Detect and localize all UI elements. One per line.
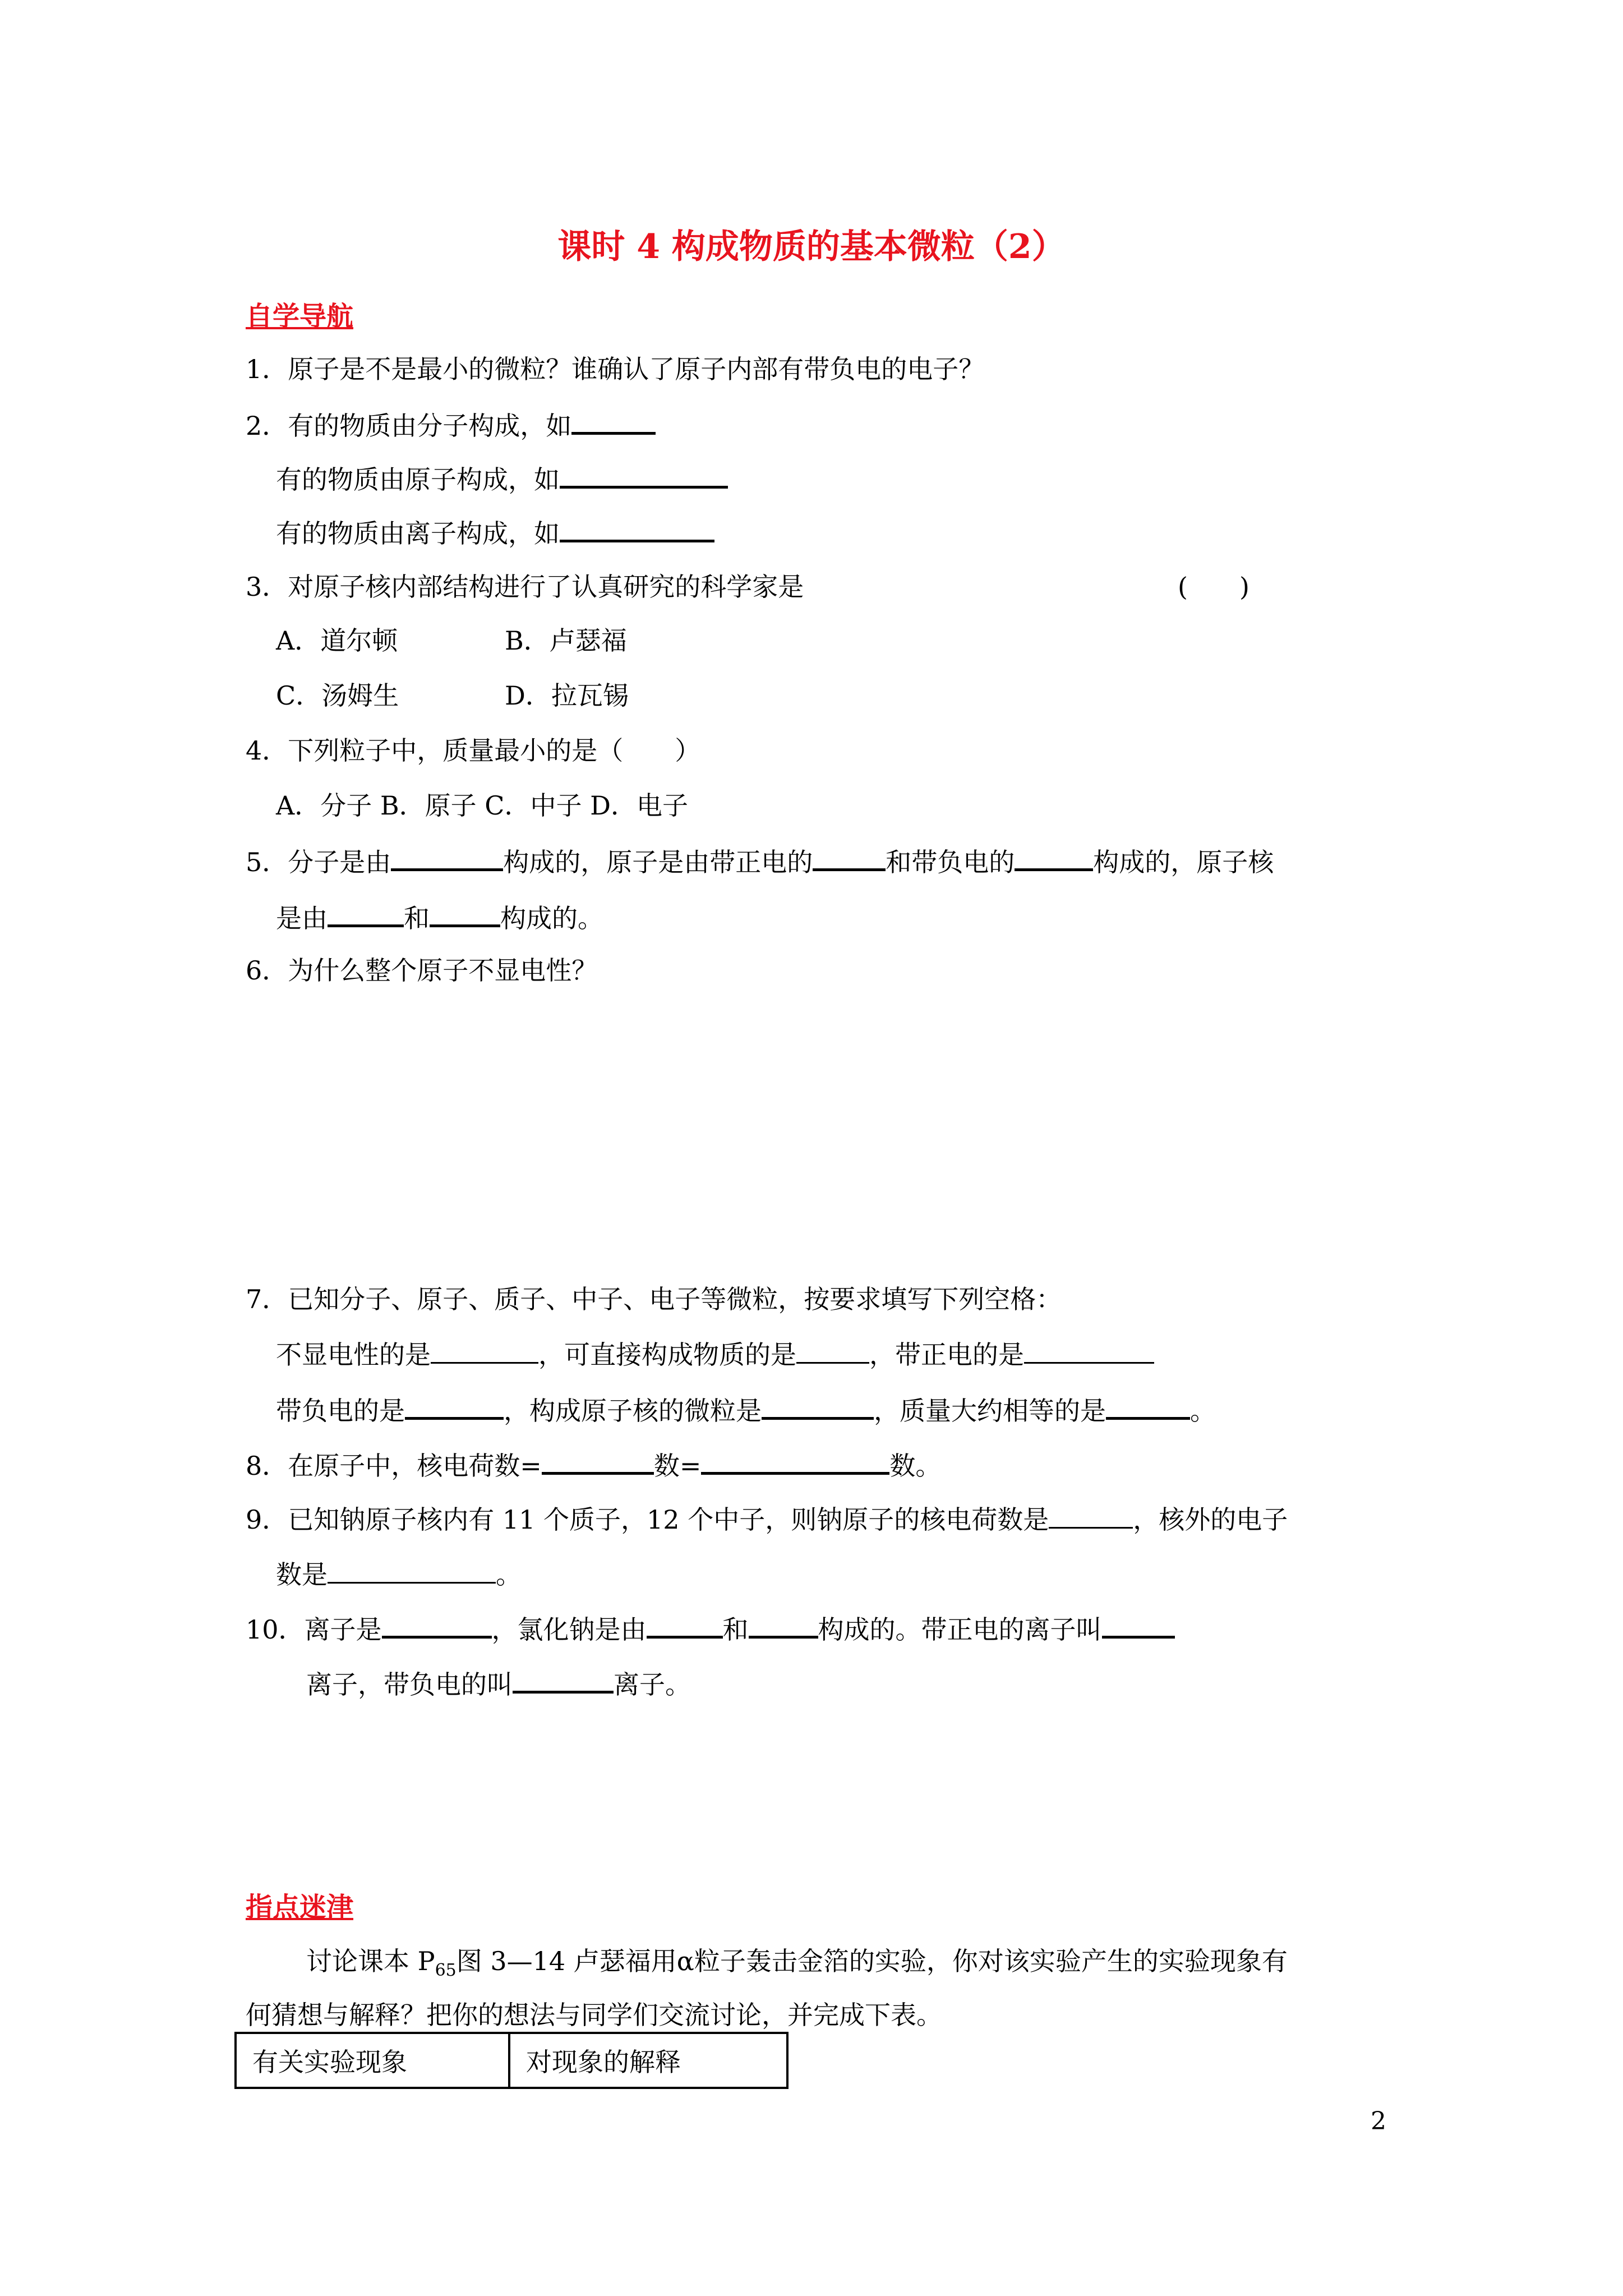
answer-blank[interactable]: [701, 1447, 889, 1475]
answer-blank[interactable]: [430, 900, 500, 927]
question-5-line-2: [276, 900, 603, 935]
question-text: 和带负电的: [886, 847, 1015, 877]
answer-blank[interactable]: [513, 1666, 614, 1694]
answer-blank[interactable]: [382, 1611, 492, 1639]
answer-blank[interactable]: [1015, 844, 1093, 871]
answer-blank[interactable]: [560, 461, 728, 489]
phenomena-table: [234, 2032, 789, 2089]
question-text: ，可直接构成物质的是: [538, 1340, 796, 1370]
discussion-line-2: 何猜想与解释？把你的想法与同学们交流讨论，并完成下表。: [246, 2000, 942, 2030]
question-5-line-1: [246, 844, 1274, 879]
question-text: 9．已知钠原子核内有 11 个质子，12 个中子，则钠原子的核电荷数是: [246, 1504, 1049, 1535]
answer-blank[interactable]: [328, 900, 404, 927]
question-7-line-1: [276, 1337, 1154, 1372]
section-label: 指点迷津: [246, 1892, 354, 1923]
question-text: 8．在原子中，核电荷数=: [246, 1451, 542, 1481]
option-d: D．拉瓦锡: [505, 680, 629, 711]
question-text: ，带正电的是: [869, 1340, 1024, 1370]
question-text: 。: [496, 1559, 522, 1590]
page-number: 2: [1371, 2107, 1386, 2136]
table-header-explanation: 对现象的解释: [509, 2033, 787, 2088]
question-text: 数。: [889, 1451, 942, 1481]
question-text: 。: [1190, 1396, 1216, 1426]
question-text: 是由: [276, 903, 328, 933]
section-heading-tips: [246, 1890, 353, 1924]
section-heading-self-study: [246, 300, 353, 333]
question-4-options: A．分子 B．原子 C．中子 D．电子: [276, 790, 688, 821]
question-text: 数是: [276, 1559, 328, 1590]
answer-blank[interactable]: [1049, 1502, 1133, 1529]
option-b: B．卢瑟福: [505, 625, 627, 656]
question-7-intro: 7．已知分子、原子、质子、中子、电子等微粒，按要求填写下列空格：: [246, 1284, 1062, 1314]
section-label: 自学导航: [246, 301, 354, 332]
question-9-line-2: [276, 1557, 522, 1591]
table-header-phenomena: 有关实验现象: [236, 2033, 509, 2088]
question-text: 2．有的物质由分子构成，如: [246, 411, 572, 441]
question-text: 和: [404, 903, 430, 933]
question-text: ，构成原子核的微粒是: [504, 1396, 762, 1426]
question-text: 不显电性的是: [276, 1340, 431, 1370]
answer-blank[interactable]: [647, 1611, 723, 1639]
discussion-line-1: [306, 1944, 1288, 1987]
question-text: ，氯化钠是由: [491, 1614, 647, 1645]
question-text: 离子，带负电的叫: [306, 1669, 513, 1700]
answer-blank[interactable]: [391, 844, 503, 871]
answer-blank[interactable]: [405, 1392, 504, 1420]
answer-blank[interactable]: [762, 1392, 874, 1420]
question-4: 4．下列粒子中，质量最小的是（ ）: [246, 735, 701, 766]
question-text: 构成的。带正电的离子叫: [818, 1614, 1102, 1645]
question-text: 构成的，原子核: [1093, 847, 1274, 877]
page-subscript: 65: [435, 1961, 457, 1980]
answer-blank[interactable]: [431, 1337, 538, 1364]
option-a: A．道尔顿: [276, 625, 398, 656]
page-title: 课时 4 构成物质的基本微粒（2）: [557, 227, 1066, 266]
question-text: 离子。: [614, 1669, 691, 1700]
answer-parentheses[interactable]: ( ): [1178, 572, 1249, 602]
answer-blank[interactable]: [1102, 1611, 1175, 1639]
question-text: 有的物质由离子构成，如: [276, 518, 560, 549]
answer-blank[interactable]: [749, 1611, 818, 1639]
question-text: 数=: [653, 1451, 702, 1481]
question-text: 5．分子是由: [246, 847, 391, 877]
question-9-line-1: [246, 1502, 1288, 1536]
answer-blank[interactable]: [1024, 1337, 1154, 1364]
question-1: 1．原子是不是最小的微粒？谁确认了原子内部有带负电的电子？: [246, 354, 985, 384]
answer-blank[interactable]: [813, 844, 886, 871]
question-7-line-2: [276, 1392, 1216, 1428]
question-8: [246, 1447, 941, 1483]
answer-blank[interactable]: [796, 1337, 869, 1364]
question-2-line-3: [276, 515, 714, 550]
question-2-line-2: [276, 461, 728, 496]
answer-blank[interactable]: [571, 407, 656, 435]
question-text: ，核外的电子: [1133, 1504, 1288, 1535]
question-text: 和: [722, 1614, 749, 1645]
question-6: 6．为什么整个原子不显电性？: [246, 955, 598, 986]
question-text: ，质量大约相等的是: [874, 1396, 1106, 1426]
question-text: 构成的，原子是由带正电的: [503, 847, 813, 877]
question-2-line-1: [246, 407, 656, 443]
answer-blank[interactable]: [560, 515, 714, 542]
answer-blank[interactable]: [328, 1557, 496, 1584]
table-row: [236, 2033, 787, 2088]
option-c: C．汤姆生: [276, 680, 399, 711]
answer-blank[interactable]: [542, 1447, 654, 1475]
discussion-text: 讨论课本 P: [306, 1946, 435, 1976]
question-text: 有的物质由原子构成，如: [276, 464, 560, 495]
answer-blank[interactable]: [1106, 1392, 1190, 1420]
question-10-line-2: [306, 1666, 691, 1701]
question-3: 3．对原子核内部结构进行了认真研究的科学家是: [246, 572, 804, 602]
question-text: 构成的。: [500, 903, 603, 933]
discussion-text: 图 3—14 卢瑟福用α粒子轰击金箔的实验，你对该实验产生的实验现象有: [456, 1946, 1288, 1976]
question-text: 10．离子是: [246, 1614, 382, 1645]
question-text: 带负电的是: [276, 1396, 405, 1426]
question-10-line-1: [246, 1611, 1175, 1646]
